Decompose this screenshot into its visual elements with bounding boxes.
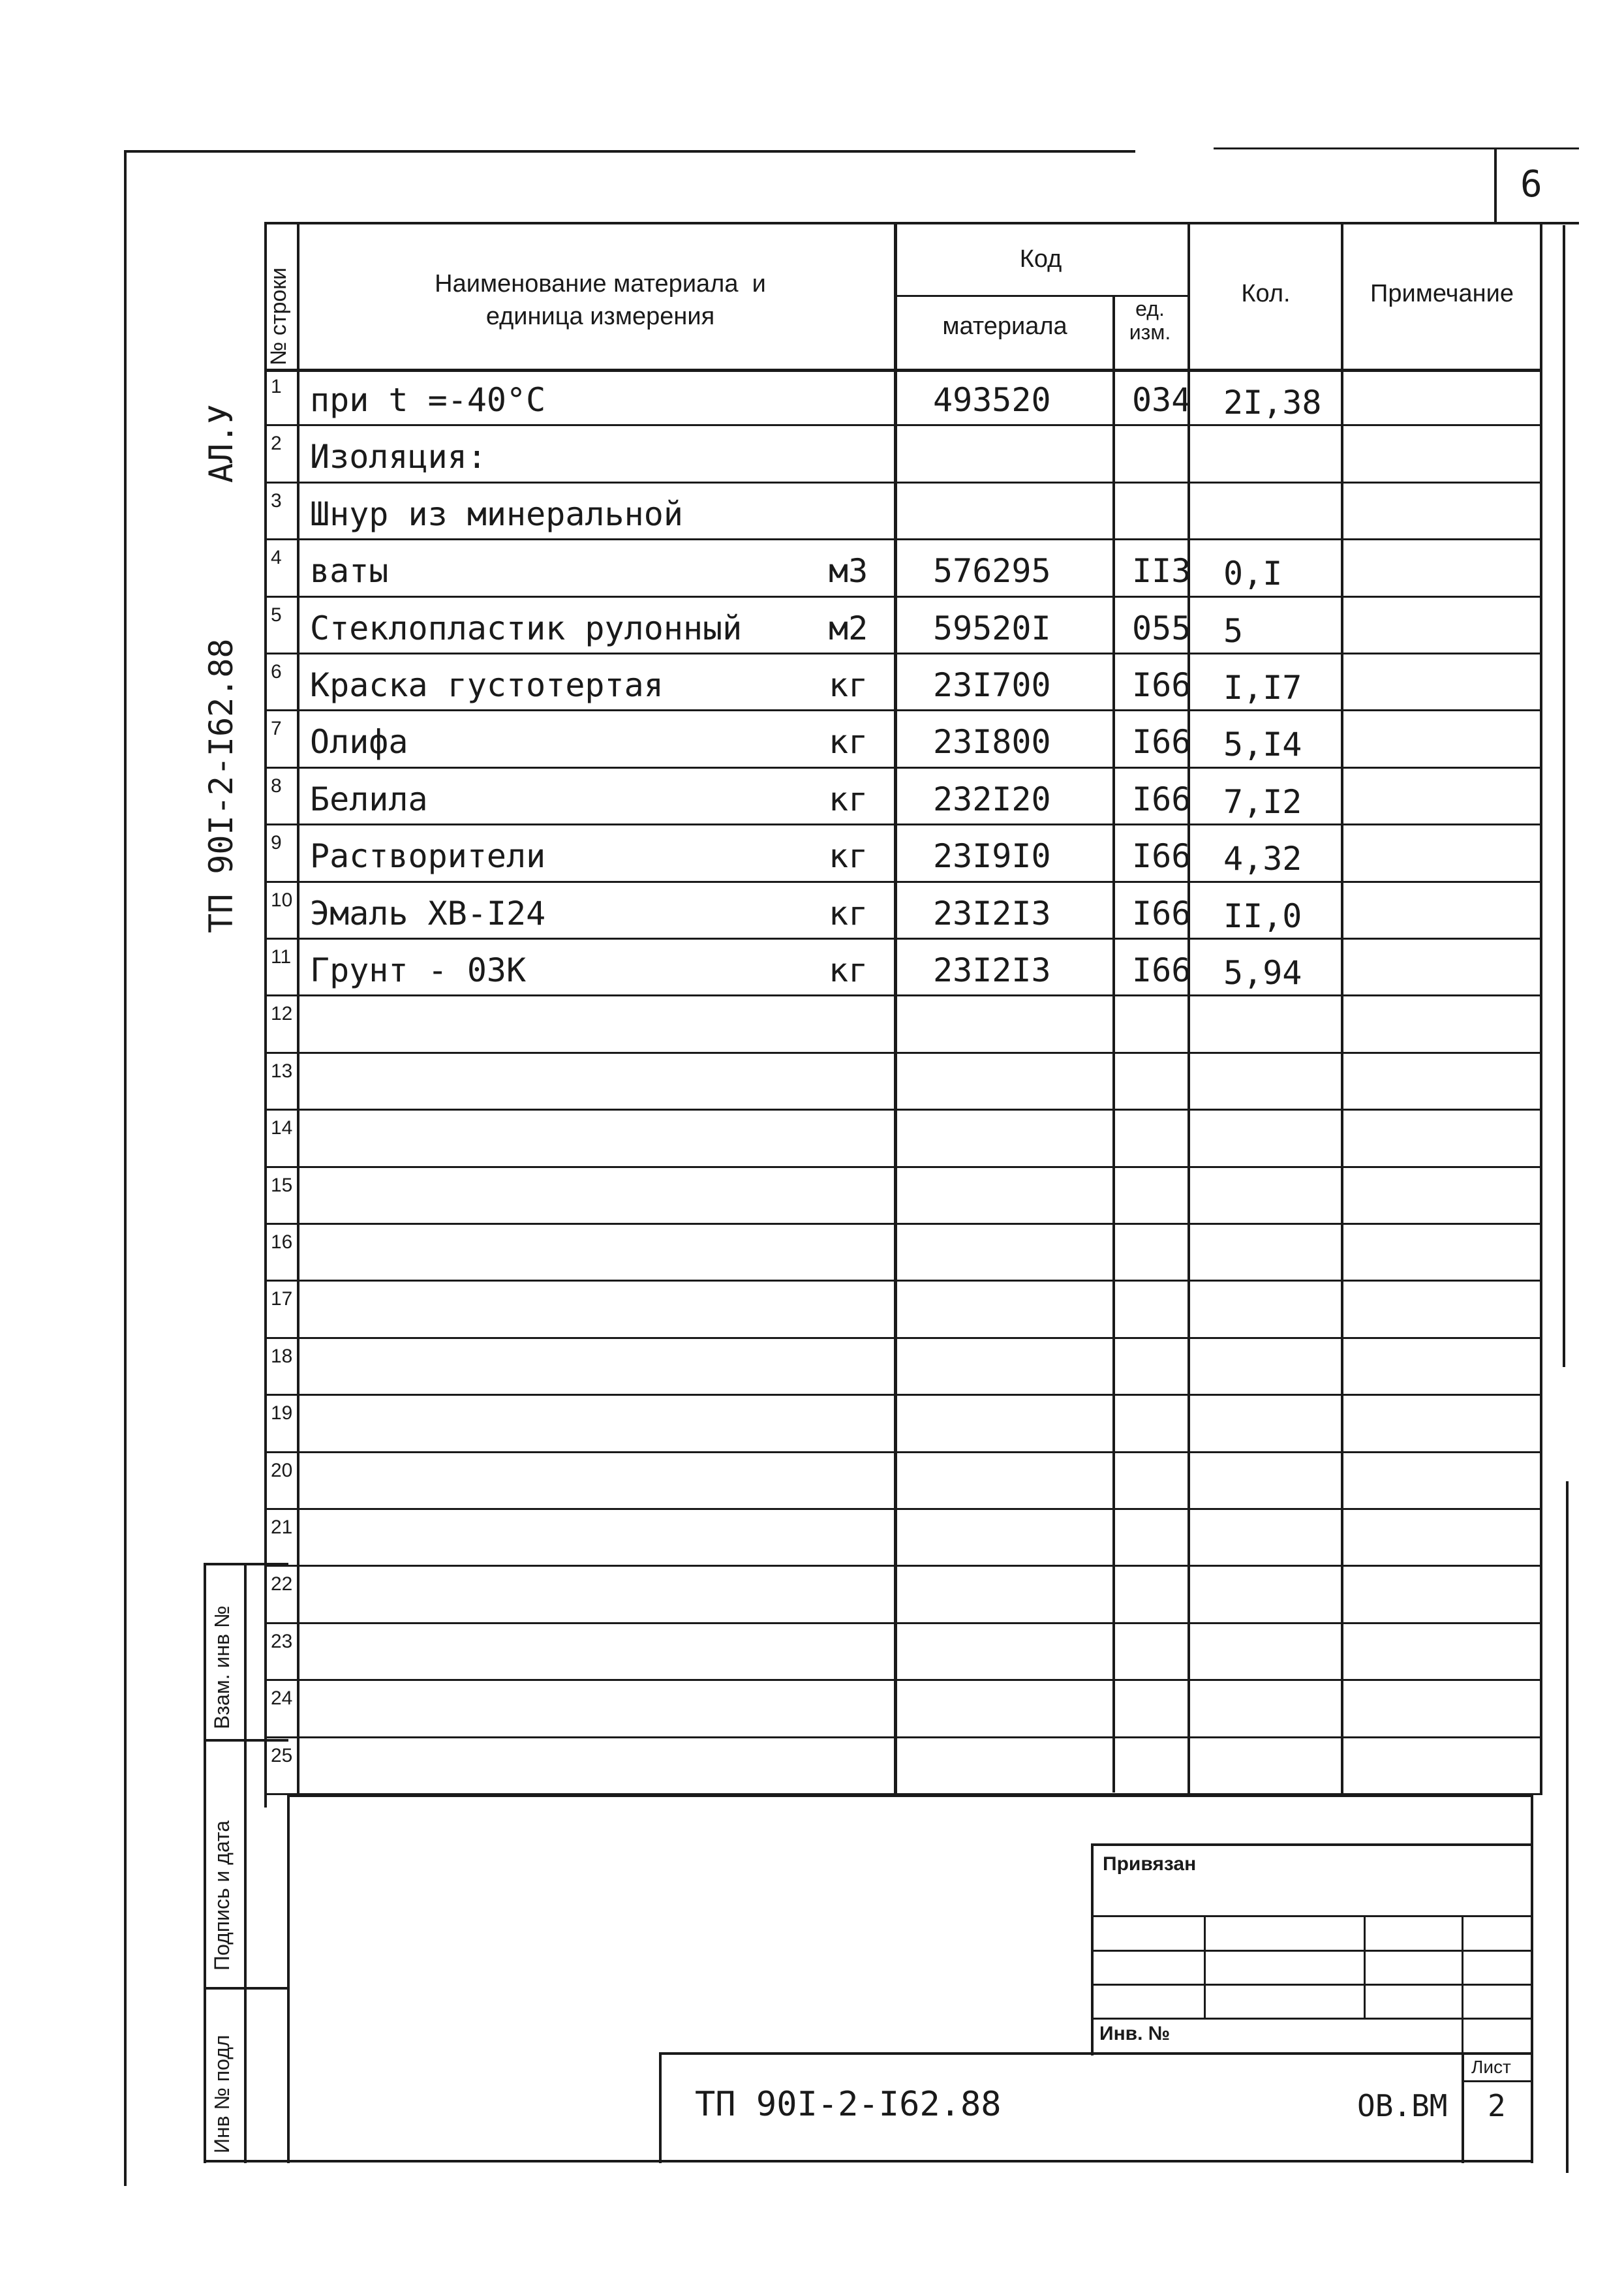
quantity: II,0: [1223, 897, 1302, 935]
row-line: [264, 1109, 1542, 1111]
title-block-left: [287, 1794, 290, 2163]
material-name: Белила: [310, 780, 428, 818]
row-number: 24: [271, 1687, 293, 1709]
unit-name: кг: [829, 951, 868, 989]
bound-row-3: [1091, 1984, 1532, 1986]
material-code: 59520I: [933, 609, 1051, 647]
row-line: [264, 1394, 1542, 1396]
row-number: 14: [271, 1117, 293, 1139]
row-line: [264, 823, 1542, 825]
frame-top-line-right: [1214, 147, 1579, 149]
side-label-top: АЛ.У: [202, 404, 240, 483]
row-number: 15: [271, 1175, 293, 1196]
material-name: Олифа: [310, 723, 408, 761]
stamp-inv-orig: Инв № подл: [210, 2035, 234, 2153]
col-line-unit: [1112, 295, 1115, 1793]
header-name: Наименование материала и единица измерения: [435, 270, 766, 330]
row-line: [264, 709, 1542, 711]
material-code: 23I700: [933, 666, 1051, 704]
quantity: 2I,38: [1223, 384, 1322, 422]
col-line-rownum: [297, 222, 299, 1794]
header-row-number: № строки: [266, 267, 291, 365]
row-number: 20: [271, 1460, 293, 1481]
material-name: Шнур из минеральной: [310, 495, 683, 533]
title-sheet-no: 2: [1488, 2088, 1506, 2123]
quantity: 5: [1223, 612, 1244, 650]
bound-col-1: [1204, 1915, 1206, 2020]
material-name: Краска густотертая: [310, 666, 664, 704]
row-number: 12: [271, 1003, 293, 1024]
header-note: Примечание: [1370, 280, 1514, 307]
row-line: [264, 938, 1542, 940]
row-line: [264, 1508, 1542, 1510]
row-number: 17: [271, 1288, 293, 1310]
unit-code: 034: [1132, 381, 1191, 419]
unit-name: кг: [829, 837, 868, 875]
title-block-right: [1531, 1794, 1533, 2163]
unit-code: I66: [1132, 951, 1191, 989]
unit-name: м3: [829, 552, 868, 590]
row-line: [264, 1280, 1542, 1282]
unit-code: I66: [1132, 723, 1191, 761]
quantity: 5,I4: [1223, 726, 1302, 763]
material-name: Стеклопластик рулонный: [310, 609, 743, 647]
bound-label: Привязан: [1103, 1853, 1197, 1875]
row-line: [264, 1223, 1542, 1225]
row-number: 11: [271, 946, 292, 968]
header-material-code: материала: [942, 313, 1067, 340]
row-number: 25: [271, 1745, 293, 1766]
unit-code: I66: [1132, 780, 1191, 818]
title-block-bottom: [287, 2160, 1533, 2162]
stamp-col-mid: [244, 1563, 247, 2163]
bound-row-1: [1091, 1915, 1532, 1917]
title-doc-type: ОВ.ВМ: [1357, 2088, 1448, 2123]
row-line: [264, 1451, 1542, 1453]
row-line: [264, 538, 1542, 540]
bound-row-4: [1091, 2018, 1532, 2020]
code-box-top: [659, 2052, 1533, 2055]
row-number: 2: [271, 433, 282, 454]
unit-code: I66: [1132, 837, 1191, 875]
header-qty: Кол.: [1241, 280, 1291, 307]
material-name: Эмаль ХВ-I24: [310, 895, 546, 932]
col-line-left: [264, 222, 267, 1808]
row-number: 7: [271, 718, 282, 739]
col-line-right: [1540, 222, 1542, 1794]
bound-col-3: [1462, 1915, 1463, 2052]
row-line: [264, 767, 1542, 769]
unit-code: I66: [1132, 666, 1191, 704]
material-code: 23I2I3: [933, 951, 1051, 989]
row-line: [264, 1337, 1542, 1339]
code-box-left: [659, 2052, 662, 2163]
col-line-qty: [1187, 222, 1190, 1794]
bound-row-2: [1091, 1950, 1532, 1952]
material-code: 23I2I3: [933, 895, 1051, 932]
material-code: 23I800: [933, 723, 1051, 761]
row-line: [264, 596, 1542, 598]
material-code: 493520: [933, 381, 1051, 419]
title-block-top: [287, 1794, 1533, 1797]
inv-no-label: Инв. №: [1099, 2023, 1171, 2044]
frame-top-line: [124, 150, 1135, 153]
row-number: 23: [271, 1631, 293, 1652]
page-number: 6: [1520, 163, 1542, 206]
sheet-box-left: [1462, 2052, 1464, 2163]
col-line-note: [1341, 222, 1343, 1794]
row-line: [264, 1622, 1542, 1624]
row-number: 22: [271, 1573, 293, 1595]
quantity: 4,32: [1223, 840, 1302, 878]
row-number: 3: [271, 490, 282, 512]
unit-name: кг: [829, 780, 868, 818]
row-number: 5: [271, 604, 282, 626]
side-label-doc-code: ТП 90I-2-I62.88: [202, 638, 240, 933]
stamp-div2: [204, 1987, 288, 1990]
frame-left-line: [124, 150, 127, 2186]
material-name: Растворители: [310, 837, 546, 875]
row-number: 8: [271, 775, 282, 797]
row-number: 19: [271, 1402, 293, 1424]
material-name: ваты: [310, 552, 389, 590]
material-name: Изоляция:: [310, 438, 487, 476]
row-number: 21: [271, 1516, 293, 1538]
row-number: 13: [271, 1060, 293, 1082]
quantity: I,I7: [1223, 669, 1302, 707]
row-line: [264, 482, 1542, 484]
stamp-bottom: [204, 2160, 288, 2162]
row-number: 1: [271, 376, 282, 397]
row-line: [264, 653, 1542, 654]
header-bottom-line: [264, 369, 1542, 372]
page-number-box-left: [1494, 149, 1497, 224]
sheet-label: Лист: [1471, 2057, 1511, 2077]
frame-right-line: [1563, 225, 1565, 1367]
frame-right-line-lower: [1566, 1481, 1569, 2173]
material-code: 232I20: [933, 780, 1051, 818]
material-name: Грунт - 03К: [310, 951, 527, 989]
stamp-sign-date: Подпись и дата: [210, 1820, 234, 1971]
unit-code: I66: [1132, 895, 1191, 932]
quantity: 7,I2: [1223, 783, 1302, 821]
row-line: [264, 424, 1542, 426]
row-line: [264, 1565, 1542, 1567]
quantity: 0,I: [1223, 555, 1283, 592]
row-line: [264, 1679, 1542, 1681]
quantity: 5,94: [1223, 954, 1302, 992]
row-number: 18: [271, 1346, 293, 1367]
unit-code: 055: [1132, 609, 1191, 647]
material-code: 576295: [933, 552, 1051, 590]
header-unit-code: ед. изм.: [1129, 297, 1171, 344]
stamp-col-left: [204, 1563, 206, 2163]
sheet-box-sep: [1462, 2080, 1533, 2082]
row-line: [264, 1052, 1542, 1054]
row-number: 10: [271, 889, 293, 911]
row-line: [264, 1736, 1542, 1738]
stamp-top: [204, 1563, 288, 1565]
unit-name: кг: [829, 666, 868, 704]
row-line: [264, 1166, 1542, 1168]
row-line: [264, 881, 1542, 883]
unit-name: м2: [829, 609, 868, 647]
bound-col-2: [1364, 1915, 1366, 2020]
row-number: 16: [271, 1231, 293, 1253]
header-code: Код: [1019, 245, 1062, 273]
row-number: 6: [271, 661, 282, 683]
unit-name: кг: [829, 895, 868, 932]
row-number: 4: [271, 547, 282, 568]
row-number: 9: [271, 832, 282, 854]
material-name: при t =-40°C: [310, 381, 546, 419]
row-line: [264, 994, 1542, 996]
material-code: 23I9I0: [933, 837, 1051, 875]
header-top-line: [264, 222, 1542, 224]
unit-code: II3: [1132, 552, 1191, 590]
stamp-div1: [204, 1739, 288, 1742]
unit-name: кг: [829, 723, 868, 761]
title-doc-code: ТП 90I-2-I62.88: [695, 2085, 1002, 2124]
col-line-name: [894, 222, 897, 1794]
bound-box-top: [1091, 1843, 1532, 1846]
stamp-replace-inv: Взам. инв №: [210, 1605, 234, 1729]
